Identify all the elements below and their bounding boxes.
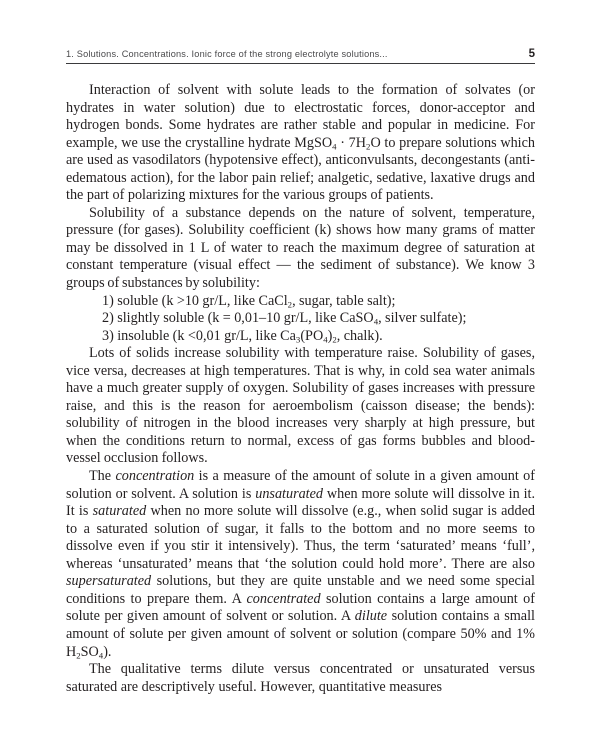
- formula-magnesium-sulfate: [294, 135, 380, 151]
- concentration-seg-5: solutions, but they are quite unstable and we need some special conditions to prepare them. A: [66, 573, 535, 607]
- concentration-seg-7: solution contains a small amount of solute per given amount of solvent or solution (compare 50% and 1% H: [66, 608, 535, 660]
- list-item-soluble: [66, 293, 535, 311]
- paragraph-temperature-pressure: Lots of solids increase solubility with temperature raise. Solubility of gases, vice versa, decreases at high temperatures. That is why, in cold sea water animals have a much greater supply of oxygen. Solubility of gases increases with pressure raise, and this is the reason for aeroembolism (caisson disease; the bends): solubility of nitrogen in the blood increases very sharply at high pressure, but when the conditions return to normal, excess of gas forms bubbles and blood-vessel occlusion follows.: [66, 345, 535, 467]
- formula-h2so4-oxygen-subscript: 4: [98, 649, 104, 660]
- concentration-seg-1: The: [89, 468, 116, 485]
- running-header-title: 1. Solutions. Concentrations. Ionic force of the strong electrolyte solutions...: [66, 49, 388, 59]
- formula-water-subscript: 2: [366, 141, 371, 152]
- running-header: [66, 48, 535, 64]
- concentration-seg-3: when more solute will dissolve in it. It is: [66, 485, 536, 520]
- list-item-soluble-label: 1) soluble (k >10 gr/L, like CaCl: [102, 292, 288, 309]
- formula-ca-subscript: 3: [295, 334, 301, 345]
- list-item-insoluble-tail: , chalk).: [336, 327, 383, 344]
- formula-h2so4-hydrogen-subscript: 2: [76, 649, 81, 660]
- formula-phosphate-close: ): [327, 327, 333, 344]
- paragraph-qualitative-terms: The qualitative terms dilute versus concentrated or unsaturated versus saturated are descriptively useful. However, quantitative measures: [66, 661, 535, 695]
- solubility-groups-list: [66, 293, 535, 346]
- paragraph-concentration: [66, 468, 535, 661]
- list-item-slightly-soluble: [66, 310, 535, 328]
- list-item-insoluble: [66, 328, 535, 346]
- list-item-slightly-soluble-tail: , silver sulfate);: [378, 310, 467, 327]
- term-concentrated: concentrated: [246, 590, 321, 607]
- concentration-seg-4: when no more solute will dissolve (e.g., when solid sugar is added to a saturated solution of sugar, it falls to the bottom and no more seems to dissolve even if you stir it intensively). Thus, the term ‘saturated’ means ‘full’, whereas ‘unsaturated’ means that ‘the solution could hold more’. There are also: [66, 503, 535, 572]
- formula-mgso-base: MgSO: [294, 134, 333, 151]
- formula-phosphate-count-subscript: 2: [332, 334, 337, 345]
- formula-h2so4-so: SO: [80, 643, 99, 660]
- term-supersaturated: supersaturated: [66, 573, 152, 590]
- list-item-insoluble-label: 3) insoluble (k <0,01 gr/L, like Ca: [102, 327, 296, 344]
- concentration-seg-2: is a measure of the amount of solute in a given amount of solution or solvent. A solution is: [66, 468, 535, 502]
- list-item-slightly-soluble-label: 2) slightly soluble (k = 0,01–10 gr/L, like CaSO: [102, 310, 374, 327]
- body-text-block: [66, 82, 535, 696]
- term-unsaturated: unsaturated: [255, 485, 324, 502]
- concentration-seg-9: ).: [103, 643, 112, 660]
- paragraph-solubility-definition: Solubility of a substance depends on the nature of solvent, temperature, pressure (for gases). Solubility coefficient (k) shows how many grams of matter may be dissolved in 1 L of water to reach the maximum degree of saturation at constant temperature (visual effect — the sediment of substance). We know 3 groups of substances by solubility:: [66, 204, 535, 292]
- page-number: 5: [528, 48, 535, 60]
- formula-mgso-subscript: 4: [332, 141, 337, 152]
- concentration-seg-6: solution contains a large amount of solute per given amount of solvent or solution. A: [66, 590, 535, 625]
- formula-cacl2-subscript: 2: [287, 299, 293, 310]
- formula-caso4-subscript: 4: [373, 316, 379, 327]
- formula-hydrate-separator: · 7H: [336, 134, 367, 151]
- formula-phosphate-subscript: 4: [323, 334, 328, 345]
- term-saturated: saturated: [92, 503, 147, 520]
- formula-water-oxygen: O: [370, 134, 381, 151]
- term-concentration: concentration: [115, 468, 195, 485]
- list-item-soluble-tail: , sugar, table salt);: [292, 292, 396, 309]
- paragraph-solvates: [66, 82, 535, 205]
- paragraph-1-tail: to prepare solutions which are used as vasodilators (hypotensive effect), anticonvulsants, decongestants (anti-edematous action), for the labor pain relief; analgetic, sedative, laxative drugs and the part of polarizing mixtures for the various groups of patients.: [66, 134, 535, 204]
- formula-phosphate-open: (PO: [300, 327, 324, 344]
- paragraph-1-lead: Interaction of solvent with solute leads to the formation of solvates (or hydrates in water solution) due to electrostatic forces, donor-acceptor and hydrogen bonds. Some hydrates are rather stable and popular in medicine. For example, we use the crystalline hydrate: [66, 82, 535, 151]
- term-dilute: dilute: [354, 608, 388, 625]
